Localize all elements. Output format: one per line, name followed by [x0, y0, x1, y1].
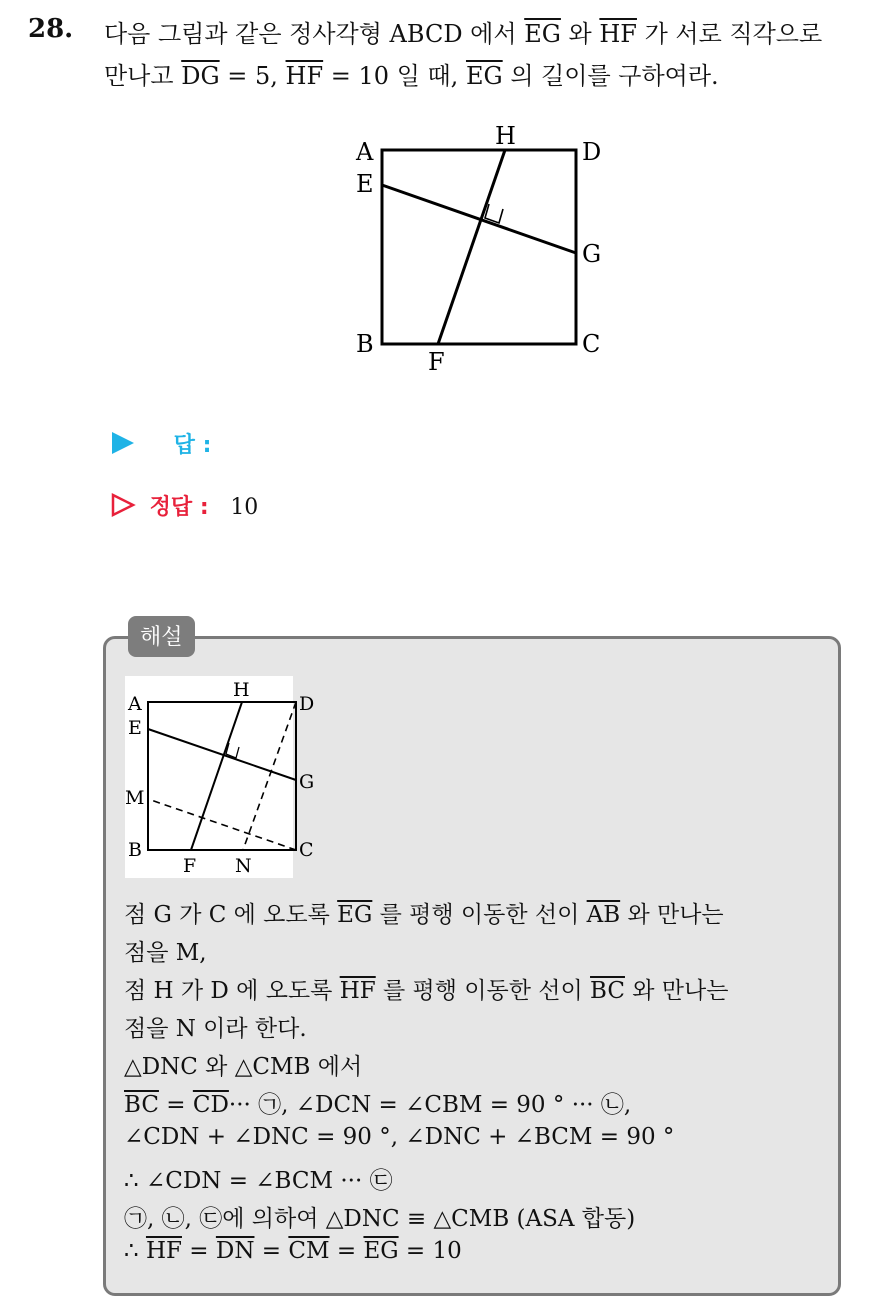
label-h: H [495, 122, 516, 150]
line-cm-dashed [148, 799, 296, 850]
label-h: H [233, 679, 250, 701]
segment-hf: $\overline{HF}$ [599, 20, 637, 48]
segment-eg: $\overline{EG}$ [465, 62, 503, 90]
label-b: B [356, 330, 374, 358]
question-number: 28. [28, 14, 74, 44]
label-e: E [128, 717, 142, 739]
square-abcd [382, 150, 576, 344]
solution-line-4: 점을 N 이라 한다. [124, 1016, 307, 1042]
correct-answer-label: 정답 : [149, 495, 209, 520]
line-eg [382, 185, 576, 253]
label-m: M [125, 787, 145, 809]
line-dn-dashed [243, 702, 296, 850]
label-a: A [128, 693, 142, 715]
solution-line-6: $\overline{BC} = \overline{CD}\cdot\cdot\cdot$ ㉠, ∠DCN = ∠CBM = 90 ° ··· ㉡, [124, 1092, 632, 1118]
solution-figure [125, 676, 315, 878]
label-a: A [356, 138, 374, 166]
line-hf [438, 150, 505, 344]
label-f: F [428, 348, 445, 376]
label-n: N [235, 855, 252, 877]
label-b: B [128, 839, 142, 861]
label-d: D [582, 138, 602, 166]
solution-line-8: ∴ ∠CDN = ∠BCM ··· ㉢ [124, 1168, 393, 1194]
answer-label: 답 : [173, 433, 212, 458]
label-e: E [356, 170, 374, 198]
question-line-2: 만나고 $\overline{DG} = 5$, $\overline{HF} = 10$ 일 때, $\overline{EG}$ 의 길이를 구하여라. [104, 62, 719, 90]
label-c: C [582, 330, 601, 358]
correct-answer-row [110, 490, 258, 521]
label-d: D [299, 693, 315, 715]
label-g: G [299, 771, 315, 793]
line-hf [191, 702, 242, 850]
solution-line-1: 점 G 가 C 에 오도록 $\overline{EG}$ 를 평행 이동한 선이 $\overline{AB}$ 와 만나는 [124, 902, 724, 928]
right-angle-mark [485, 204, 503, 223]
square-figure [340, 112, 620, 382]
solution-line-9: ㉠, ㉡, ㉢에 의하여 △DNC ≡ △CMB (ASA 합동) [124, 1206, 636, 1232]
solution-line-3: 점 H 가 D 에 오도록 $\overline{HF}$ 를 평행 이동한 선이 $\overline{BC}$ 와 만나는 [124, 978, 729, 1004]
label-c: C [299, 839, 314, 861]
label-f: F [183, 855, 197, 877]
solution-line-10: ∴ $\overline{HF} = \overline{DN} = \overline{CM} = \overline{EG} = 10$ [124, 1238, 462, 1264]
segment-eg: $\overline{EG}$ [524, 20, 561, 48]
question-line-1: 다음 그림과 같은 정사각형 ABCD 에서 $\overline{EG}$ 와 $\overline{HF}$ 가 서로 직각으로 [104, 20, 823, 48]
segment-dg: $\overline{DG}$ [181, 62, 220, 90]
solution-tag: 해설 [128, 616, 195, 657]
play-triangle-icon [110, 430, 136, 456]
line-eg [148, 729, 296, 780]
correct-answer-value: 10 [230, 495, 259, 520]
answer-blank-row [110, 428, 211, 459]
segment-hf: $\overline{HF}$ [285, 62, 324, 90]
outline-triangle-icon [110, 492, 136, 518]
solution-line-2: 점을 M, [124, 940, 207, 966]
solution-line-7: ∠CDN + ∠DNC = 90 °, ∠DNC + ∠BCM = 90 ° [124, 1124, 675, 1150]
label-g: G [582, 240, 602, 268]
solution-line-5: △DNC 와 △CMB 에서 [124, 1054, 363, 1080]
